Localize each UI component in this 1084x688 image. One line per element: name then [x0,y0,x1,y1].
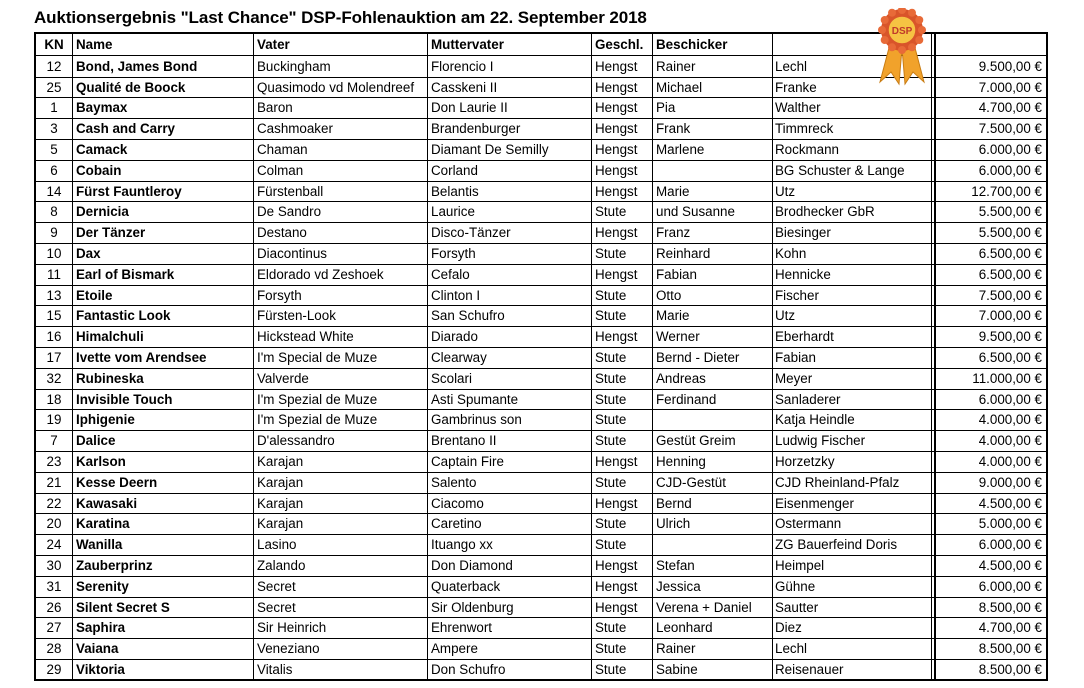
header-muttervater: Muttervater [431,37,504,52]
cell-muttervater: Asti Spumante [431,391,519,407]
cell-geschl: Hengst [595,121,638,137]
table-row [36,389,1046,410]
cell-muttervater: Gambrinus son [431,412,522,428]
cell-geschl: Stute [595,662,627,677]
cell-name: Dernicia [76,204,129,220]
cell-vater: Karajan [257,516,304,532]
cell-name: Baymax [76,100,128,116]
cell-beschicker-vorname [656,160,770,181]
cell-geschl: Stute [595,246,627,261]
cell-beschicker-vorname: Gestüt Greim [656,433,736,449]
cell-vater: Chaman [257,142,308,157]
cell-beschicker-nachname: Ostermann [775,516,842,532]
cell-muttervater: Clearway [431,350,487,365]
cell-vater: Colman [257,162,304,178]
cell-beschicker-vorname: Leonhard [656,620,713,636]
cell-beschicker-vorname: Werner [656,329,700,345]
cell-preis: 6.000,00 € [978,142,1042,157]
cell-beschicker-nachname: Diez [775,620,802,636]
cell-kn: 22 [46,495,62,511]
table-row [36,659,1046,680]
cell-beschicker-vorname: Pia [656,100,676,116]
header-kn: KN [44,37,64,52]
cell-kn: 12 [46,58,62,74]
cell-muttervater: Laurice [431,204,475,220]
cell-geschl: Stute [595,204,627,220]
cell-geschl: Stute [595,412,627,428]
cell-kn: 8 [50,204,58,220]
cell-preis: 7.500,00 € [978,287,1042,303]
cell-vater: Sir Heinrich [257,620,327,636]
cell-vater: Karajan [257,474,304,490]
cell-kn: 16 [46,329,62,345]
cell-beschicker-vorname: Franz [656,225,691,241]
cell-beschicker-nachname: Katja Heindle [775,412,855,428]
table-row [36,472,1046,493]
cell-beschicker-vorname: CJD-Gestüt [656,474,726,490]
cell-beschicker-vorname: Henning [656,454,706,469]
cell-beschicker-nachname: ZG Bauerfeind Doris [775,537,898,553]
cell-preis: 5.500,00 € [978,225,1042,241]
cell-muttervater: Florencio I [431,58,494,74]
cell-beschicker-vorname: Stefan [656,558,695,573]
cell-kn: 29 [46,662,62,677]
cell-vater: Secret [257,599,296,615]
cell-geschl: Hengst [595,454,638,469]
cell-beschicker-nachname: Timmreck [775,121,834,137]
cell-kn: 31 [46,578,62,594]
cell-geschl: Hengst [595,79,638,95]
cell-preis: 7.000,00 € [978,79,1042,95]
cell-preis: 11.000,00 € [972,370,1042,386]
cell-geschl: Stute [595,620,627,636]
cell-vater: Buckingham [257,58,331,74]
cell-beschicker-nachname: Rockmann [775,142,840,157]
cell-name: Karlson [76,454,126,469]
cell-muttervater: Don Diamond [431,558,513,573]
table-row [36,597,1046,618]
cell-muttervater: Casskeni II [431,79,498,95]
header-geschl: Geschl. [595,37,644,52]
cell-muttervater: Salento [431,474,477,490]
cell-vater: Vitalis [257,662,293,677]
cell-name: Karatina [76,516,130,532]
cell-beschicker-vorname: Otto [656,287,682,303]
cell-geschl: Hengst [595,558,638,573]
cell-kn: 25 [46,79,62,95]
cell-vater: Karajan [257,495,304,511]
cell-vater: Karajan [257,454,304,469]
cell-vater: Baron [257,100,293,116]
cell-muttervater: Sir Oldenburg [431,599,514,615]
cell-name: Dalice [76,433,116,449]
cell-beschicker-nachname: BG Schuster & Lange [775,162,905,178]
cell-beschicker-nachname: Ludwig Fischer [775,433,866,449]
cell-name: Fantastic Look [76,308,171,324]
table-row [36,243,1046,264]
cell-muttervater: Don Laurie II [431,100,508,116]
cell-beschicker-vorname: Rainer [656,641,696,657]
cell-beschicker-vorname: Bernd - Dieter [656,350,740,365]
cell-muttervater: Diarado [431,329,478,345]
cell-beschicker-vorname [656,534,770,555]
table-row [36,97,1046,118]
header-beschicker: Beschicker [656,37,728,52]
table-row [36,409,1046,430]
cell-vater: Destano [257,225,307,241]
table-row [36,201,1046,222]
cell-beschicker-nachname: Eisenmenger [775,495,854,511]
cell-muttervater: Ciacomo [431,495,484,511]
cell-name: Kawasaki [76,495,138,511]
cell-geschl: Stute [595,641,627,657]
table-row [36,513,1046,534]
cell-muttervater: Forsyth [431,246,476,261]
cell-kn: 5 [50,142,58,157]
cell-muttervater: Brandenburger [431,121,521,137]
cell-preis: 4.000,00 € [978,412,1042,428]
cell-name: Invisible Touch [76,391,173,407]
table-row [36,285,1046,306]
cell-name: Silent Secret S [76,599,170,615]
cell-beschicker-vorname: und Susanne [656,204,735,220]
cell-geschl: Hengst [595,162,638,178]
cell-beschicker-vorname: Fabian [656,266,697,282]
cell-muttervater: Caretino [431,516,482,532]
cell-name: Qualité de Boock [76,79,186,95]
cell-kn: 9 [50,225,58,241]
cell-kn: 6 [50,162,58,178]
cell-preis: 9.500,00 € [978,58,1042,74]
cell-muttervater: Brentano II [431,433,497,449]
cell-vater: Forsyth [257,287,302,303]
cell-beschicker-nachname: Fischer [775,287,819,303]
cell-muttervater: Diamant De Semilly [431,142,549,157]
cell-name: Serenity [76,578,129,594]
cell-kn: 30 [46,558,62,573]
cell-vater: Eldorado vd Zeshoek [257,266,384,282]
cell-kn: 26 [46,599,62,615]
cell-geschl: Hengst [595,58,638,74]
cell-geschl: Stute [595,350,627,365]
cell-preis: 4.700,00 € [978,100,1042,116]
cell-geschl: Stute [595,537,627,553]
cell-beschicker-nachname: Franke [775,79,817,95]
cell-beschicker-nachname: Utz [775,308,796,324]
cell-vater: Lasino [257,537,297,553]
cell-geschl: Hengst [595,266,638,282]
cell-vater: D'alessandro [257,433,335,449]
cell-name: Iphigenie [76,412,135,428]
cell-preis: 12.700,00 € [971,183,1042,199]
cell-beschicker-vorname: Ulrich [656,516,691,532]
cell-muttervater: Don Schufro [431,662,506,677]
cell-beschicker-vorname: Marie [656,308,690,324]
cell-muttervater: Ehrenwort [431,620,493,636]
cell-geschl: Stute [595,287,627,303]
cell-kn: 7 [50,433,58,449]
table-row [36,555,1046,576]
cell-beschicker-vorname: Verena + Daniel [656,599,752,615]
cell-beschicker-vorname: Marlene [656,142,705,157]
page-title: Auktionsergebnis "Last Chance" DSP-Fohlenauktion am 22. September 2018 [34,8,647,27]
table-row [36,430,1046,451]
header-name: Name [76,37,113,52]
cell-beschicker-vorname: Bernd [656,495,692,511]
cell-vater: De Sandro [257,204,322,220]
cell-beschicker-nachname: Horzetzky [775,454,835,469]
cell-vater: Fürstenball [257,183,324,199]
cell-beschicker-nachname: Heimpel [775,558,825,573]
cell-beschicker-nachname: Fabian [775,350,816,365]
cell-name: Cobain [76,162,122,178]
cell-preis: 7.500,00 € [978,121,1042,137]
cell-geschl: Hengst [595,142,638,157]
table-row [36,305,1046,326]
header-preis [937,34,1042,55]
cell-name: Vaiana [76,641,119,657]
table-row [36,326,1046,347]
cell-beschicker-nachname: Lechl [775,58,808,74]
cell-muttervater: Disco-Tänzer [431,225,511,241]
cell-vater: I'm Special de Muze [257,350,378,365]
cell-vater: I'm Spezial de Muze [257,412,378,428]
cell-muttervater: Ituango xx [431,537,493,553]
cell-beschicker-nachname: Reisenauer [775,662,844,677]
table-row [36,347,1046,368]
table-row [36,451,1046,472]
cell-kn: 23 [46,454,62,469]
cell-muttervater: Clinton I [431,287,481,303]
cell-beschicker-nachname: Hennicke [775,266,831,282]
cell-preis: 8.500,00 € [978,662,1042,677]
cell-vater: Diacontinus [257,246,327,261]
cell-name: Himalchuli [76,329,144,345]
cell-vater: Quasimodo vd Molendreef [257,79,415,95]
cell-kn: 17 [46,350,62,365]
table-row [36,534,1046,555]
cell-vater: Cashmoaker [257,121,333,137]
cell-geschl: Stute [595,391,627,407]
cell-kn: 10 [46,246,62,261]
cell-vater: Fürsten-Look [257,308,336,324]
cell-geschl: Hengst [595,329,638,345]
cell-vater: Zalando [257,558,306,573]
logo-text: DSP [891,26,913,37]
dsp-rosette-icon [874,8,930,86]
cell-preis: 6.000,00 € [978,578,1042,594]
cell-vater: Secret [257,578,296,594]
cell-name: Ivette vom Arendsee [76,350,207,365]
cell-beschicker-nachname: Sautter [775,599,819,615]
cell-muttervater: Cefalo [431,266,470,282]
cell-preis: 6.000,00 € [978,391,1042,407]
cell-geschl: Hengst [595,100,638,116]
cell-preis: 7.000,00 € [978,308,1042,324]
cell-name: Camack [76,142,128,157]
cell-beschicker-nachname: Lechl [775,641,808,657]
cell-kn: 21 [46,474,62,490]
cell-preis: 6.000,00 € [978,162,1042,178]
table-row [36,139,1046,160]
cell-beschicker-vorname: Rainer [656,58,696,74]
cell-kn: 18 [46,391,62,407]
cell-kn: 3 [50,121,58,137]
table-row [36,181,1046,202]
cell-beschicker-nachname: CJD Rheinland-Pfalz [775,474,900,490]
cell-name: Dax [76,246,101,261]
cell-name: Viktoria [76,662,125,677]
cell-preis: 4.500,00 € [978,558,1042,573]
cell-beschicker-vorname: Sabine [656,662,698,677]
cell-beschicker-vorname: Ferdinand [656,391,717,407]
cell-preis: 4.500,00 € [978,495,1042,511]
cell-name: Rubineska [76,370,144,386]
table-row [36,160,1046,181]
cell-kn: 14 [46,183,62,199]
cell-geschl: Stute [595,433,627,449]
cell-muttervater: Ampere [431,641,478,657]
cell-kn: 20 [46,516,62,532]
cell-name: Cash and Carry [76,121,175,137]
cell-vater: I'm Spezial de Muze [257,391,378,407]
table-row [36,617,1046,638]
cell-kn: 15 [46,308,62,324]
cell-beschicker-nachname: Eberhardt [775,329,834,345]
cell-beschicker-vorname: Jessica [656,578,701,594]
cell-geschl: Stute [595,516,627,532]
cell-preis: 5.000,00 € [978,516,1042,532]
cell-preis: 6.500,00 € [978,266,1042,282]
table-row [36,118,1046,139]
auction-results-table [34,32,1048,681]
cell-geschl: Hengst [595,183,638,199]
cell-beschicker-vorname [656,409,770,430]
cell-name: Wanilla [76,537,123,553]
cell-muttervater: Scolari [431,370,472,386]
cell-muttervater: Quaterback [431,578,501,594]
cell-preis: 6.500,00 € [978,246,1042,261]
cell-kn: 32 [46,370,62,386]
cell-kn: 11 [47,266,61,282]
cell-preis: 4.700,00 € [978,620,1042,636]
cell-geschl: Stute [595,474,627,490]
table-row [36,368,1046,389]
cell-beschicker-nachname: Sanladerer [775,391,841,407]
cell-geschl: Stute [595,308,627,324]
cell-preis: 6.500,00 € [978,350,1042,365]
table-row [36,264,1046,285]
cell-vater: Veneziano [257,641,320,657]
cell-preis: 4.000,00 € [978,454,1042,469]
table-row [36,222,1046,243]
cell-vater: Hickstead White [257,329,354,345]
cell-preis: 4.000,00 € [978,433,1042,449]
cell-kn: 1 [50,100,58,116]
cell-beschicker-nachname: Walther [775,100,821,116]
cell-preis: 5.500,00 € [978,204,1042,220]
cell-name: Bond, James Bond [76,58,198,74]
cell-kn: 24 [46,537,62,553]
cell-beschicker-nachname: Gühne [775,578,816,594]
cell-preis: 8.500,00 € [978,641,1042,657]
cell-muttervater: Belantis [431,183,479,199]
cell-name: Saphira [76,620,126,636]
cell-beschicker-vorname: Marie [656,183,690,199]
cell-geschl: Hengst [595,599,638,615]
cell-kn: 13 [46,287,62,303]
cell-geschl: Hengst [595,495,638,511]
cell-geschl: Stute [595,370,627,386]
cell-beschicker-nachname: Brodhecker GbR [775,204,875,220]
table-row [36,493,1046,514]
cell-kn: 27 [46,620,62,636]
cell-beschicker-vorname: Michael [656,79,703,95]
cell-beschicker-vorname: Andreas [656,370,706,386]
cell-muttervater: San Schufro [431,308,505,324]
cell-beschicker-vorname: Reinhard [656,246,711,261]
cell-name: Der Tänzer [76,225,146,241]
table-row [36,638,1046,659]
cell-kn: 19 [46,412,62,428]
cell-preis: 6.000,00 € [978,537,1042,553]
table-row [36,576,1046,597]
cell-name: Kesse Deern [76,474,158,490]
cell-name: Etoile [76,287,113,303]
cell-preis: 8.500,00 € [978,599,1042,615]
cell-beschicker-vorname: Frank [656,121,691,137]
cell-preis: 9.000,00 € [978,474,1042,490]
header-vater: Vater [257,37,290,52]
cell-geschl: Hengst [595,225,638,241]
cell-name: Fürst Fauntleroy [76,183,182,199]
cell-beschicker-nachname: Utz [775,183,796,199]
cell-beschicker-nachname: Biesinger [775,225,831,241]
cell-geschl: Hengst [595,578,638,594]
cell-name: Zauberprinz [76,558,153,573]
cell-beschicker-nachname: Kohn [775,246,807,261]
cell-name: Earl of Bismark [76,266,175,282]
cell-vater: Valverde [257,370,309,386]
cell-kn: 28 [46,641,62,657]
cell-beschicker-nachname: Meyer [775,370,813,386]
cell-preis: 9.500,00 € [978,329,1042,345]
cell-muttervater: Corland [431,162,478,178]
cell-muttervater: Captain Fire [431,454,504,469]
